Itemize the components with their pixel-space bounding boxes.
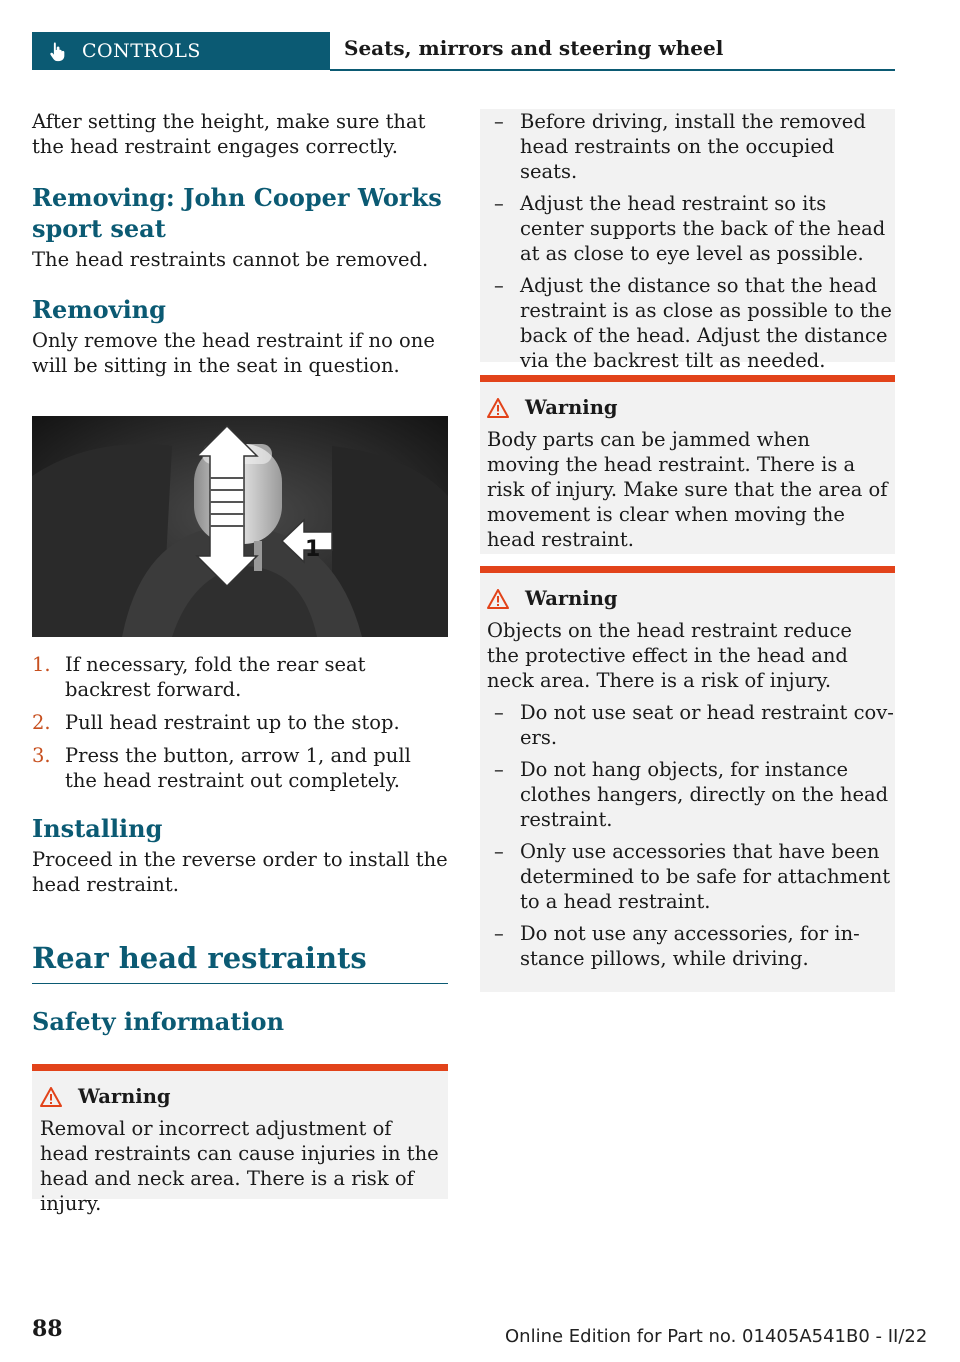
list-item: – Adjust the head restraint so its center supports the back of the head at as close to eye level as possible. <box>494 192 886 265</box>
removal-steps <box>32 652 448 793</box>
list-item: – Do not use seat or head restraint cov- ers. <box>494 701 894 749</box>
warning-text: Body parts can be jammed when moving the head restraint. There is a risk of injury. Make sure that the area of movement is clear when moving the head restraint. <box>487 428 888 551</box>
left-column <box>32 109 448 378</box>
warning-text: Removal or incorrect adjustment of head restraints can cause injuries in the head and neck area. There is a risk of injury. <box>40 1117 439 1215</box>
section-tab <box>32 32 330 70</box>
head-restraint-figure <box>32 416 448 637</box>
removing-text: Only remove the head restraint if no one will be sitting in the seat in question. <box>32 329 435 377</box>
heading-installing: Installing <box>32 814 163 843</box>
warning-box <box>480 566 895 992</box>
heading-removing: Removing <box>32 295 166 324</box>
warning-bar <box>480 375 895 382</box>
warning-bar <box>480 566 895 573</box>
warning-title: Warning <box>525 587 618 610</box>
list-item: – Do not hang objects, for instance clothes hangers, directly on the head restraint. <box>494 758 889 831</box>
warning-box <box>480 375 895 554</box>
warning-triangle-icon <box>487 589 509 609</box>
warning-title: Warning <box>78 1085 171 1108</box>
warning-box <box>32 1064 448 1215</box>
warning-list <box>480 700 895 971</box>
list-item: – Do not use any accessories, for in- stance pillows, while driving. <box>494 922 860 970</box>
heading-safety: Safety information <box>32 1007 285 1036</box>
list-item: 3. Press the button, arrow 1, and pull the head restraint out completely. <box>32 744 411 792</box>
section-label: CONTROLS <box>82 40 201 62</box>
heading-rear-head-restraints: Rear head restraints <box>32 941 367 975</box>
list-item: – Before driving, install the removed head restraints on the occupied seats. <box>494 110 866 183</box>
warning-title: Warning <box>525 396 618 419</box>
header-rule <box>330 69 895 71</box>
chapter-title: Seats, mirrors and steering wheel <box>344 36 724 60</box>
page-number: 88 <box>32 1316 63 1342</box>
left-column-lower <box>32 652 448 1037</box>
figure-callout: 1 <box>305 537 321 562</box>
instructions-box <box>480 109 895 372</box>
list-item: – Adjust the distance so that the head restraint is as close as possible to the back of the head. Adjust the distance via the backrest tilt as needed. <box>494 274 892 372</box>
heading-rule <box>32 983 448 984</box>
jcw-text: The head restraints cannot be removed. <box>32 248 429 271</box>
intro-text: After setting the height, make sure that the head restraint engages correctly. <box>32 110 426 158</box>
warning-text: Objects on the head restraint reduce the protective effect in the head and neck area. There is a risk of injury. <box>487 619 852 692</box>
instruction-list <box>480 109 895 373</box>
warning-bar <box>32 1064 448 1071</box>
warning-triangle-icon <box>40 1087 62 1107</box>
hand-pointer-icon <box>46 40 68 62</box>
list-item: – Only use accessories that have been determined to be safe for attachment to a head restraint. <box>494 840 891 913</box>
edition-footer: Online Edition for Part no. 01405A541B0 - II/22 <box>505 1326 928 1347</box>
warning-triangle-icon <box>487 398 509 418</box>
heading-jcw: Removing: John Cooper Works sport seat <box>32 183 442 243</box>
list-item: 1. If necessary, fold the rear seat backrest forward. <box>32 653 366 701</box>
installing-text: Proceed in the reverse order to install the head restraint. <box>32 848 448 896</box>
list-item: 2. Pull head restraint up to the stop. <box>32 711 400 734</box>
